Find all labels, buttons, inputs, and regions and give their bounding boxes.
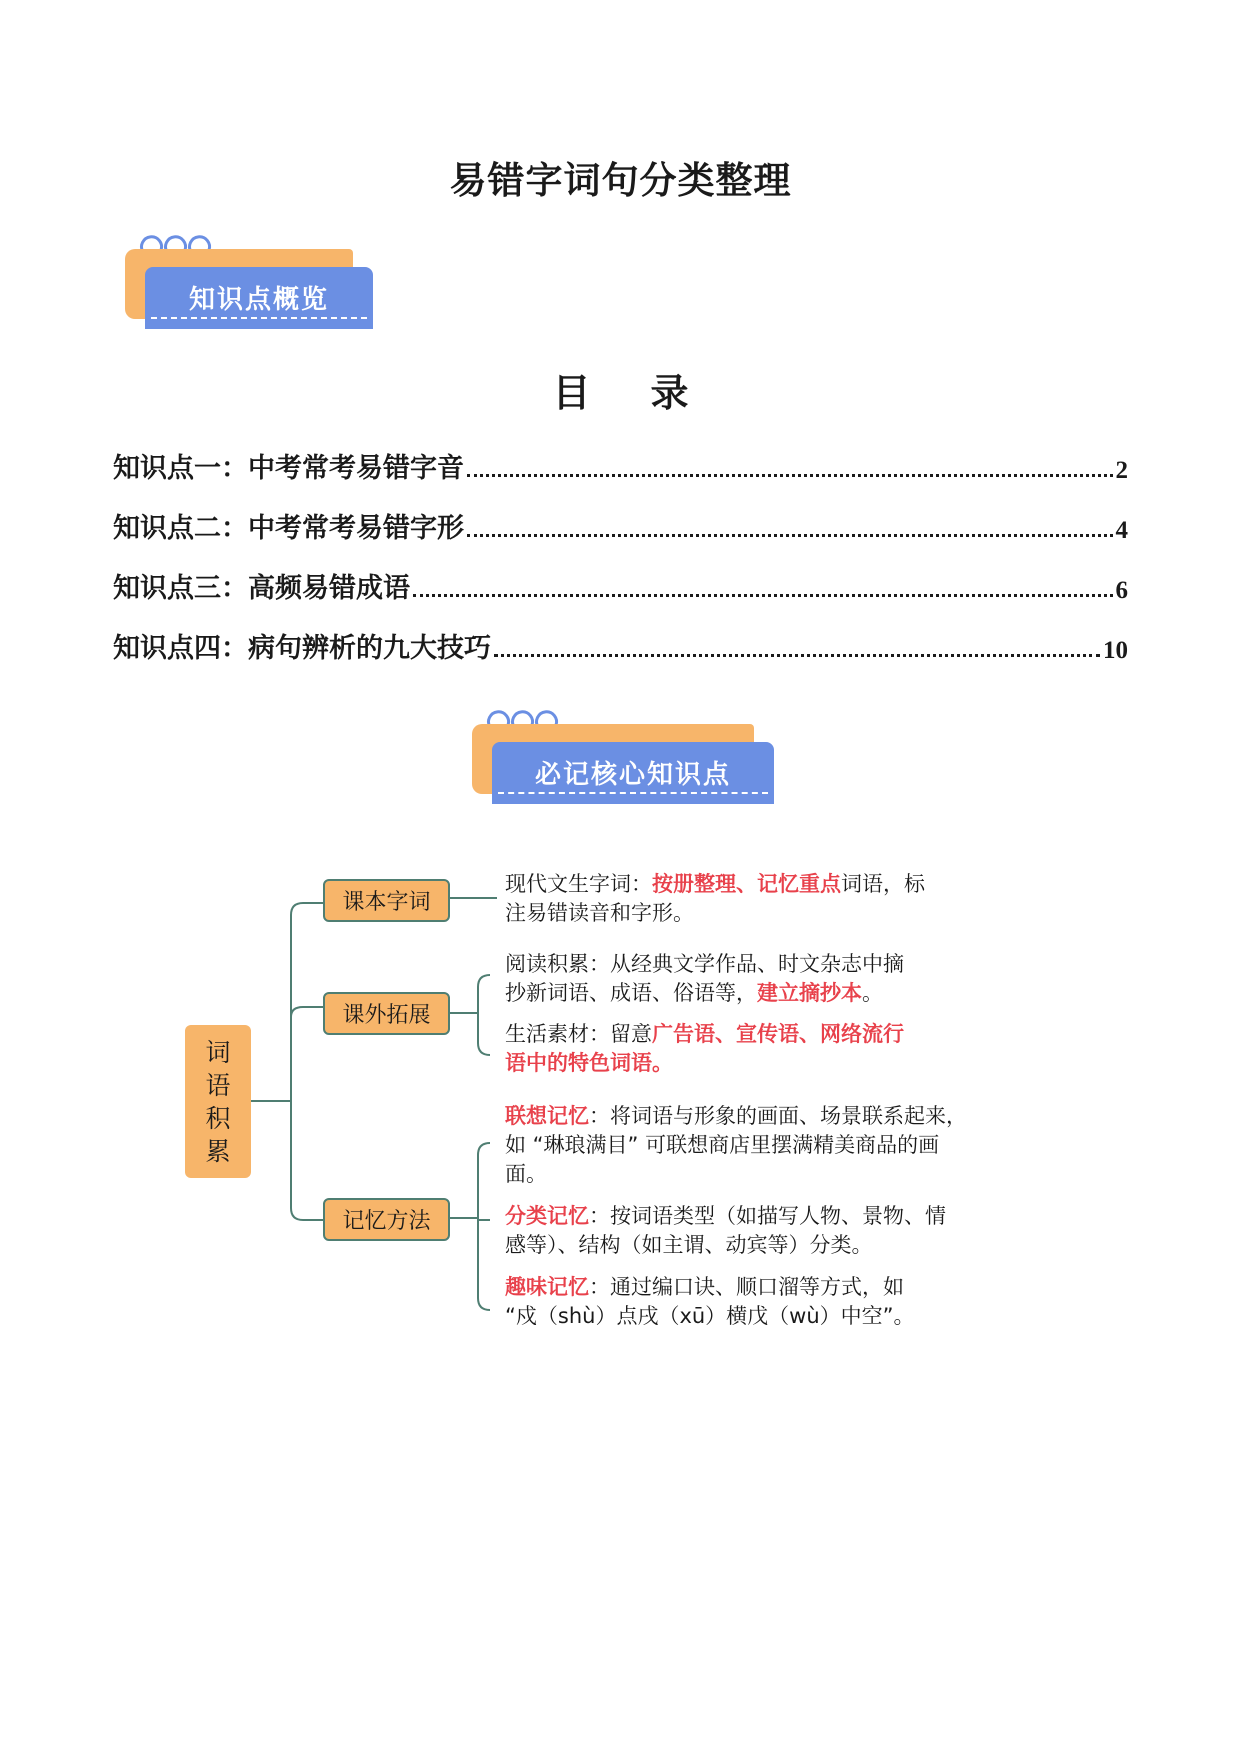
toc-item-label: 知识点一：中考常考易错字音 [113, 453, 464, 484]
toc-heading: 目 录 [552, 371, 689, 415]
toc-item-label: 知识点三：高频易错成语 [113, 573, 410, 604]
mindmap-node-textbook: 课本字词 [323, 879, 450, 922]
mindmap-node-extra: 课外拓展 [323, 992, 450, 1035]
leaf-classification: 分类记忆：按词语类型（如描写人物、景物、情 感等）、结构（如主谓、动宾等）分类。 [505, 1204, 946, 1257]
toc-item-page: 6 [1115, 577, 1128, 604]
mindmap-node-memory: 记忆方法 [323, 1198, 450, 1241]
toc-item-label: 知识点四：病句辨析的九大技巧 [113, 633, 491, 664]
toc-item-page: 10 [1103, 637, 1128, 664]
leaf-reading: 阅读积累：从经典文学作品、时文杂志中摘 抄新词语、成语、俗语等，建立摘抄本。 [505, 952, 904, 1005]
leaf-association: 联想记忆：将词语与形象的画面、场景联系起来， 如 “琳琅满目” 可联想商店里摆满精美商品的画 面。 [505, 1104, 967, 1186]
leaf-fun: 趣味记忆：通过编口诀、顺口溜等方式，如 “戍（shù）点戌（xū）横戊（wù）中空”。 [505, 1275, 915, 1328]
leaf-life: 生活素材：留意广告语、宣传语、网络流行 语中的特色词语。 [505, 1022, 904, 1075]
leaf-textbook: 现代文生字词：按册整理、记忆重点词语，标 注易错读音和字形。 [505, 872, 925, 925]
mindmap-root: 词 语 积 累 [185, 1025, 251, 1178]
toc-item-label: 知识点二：中考常考易错字形 [113, 513, 464, 544]
toc-item-page: 4 [1115, 517, 1128, 544]
badge-label: 知识点概览 [145, 267, 373, 328]
page-title: 易错字词句分类整理 [449, 159, 792, 202]
toc-item-page: 2 [1115, 457, 1128, 484]
badge-label: 必记核心知识点 [492, 742, 774, 803]
